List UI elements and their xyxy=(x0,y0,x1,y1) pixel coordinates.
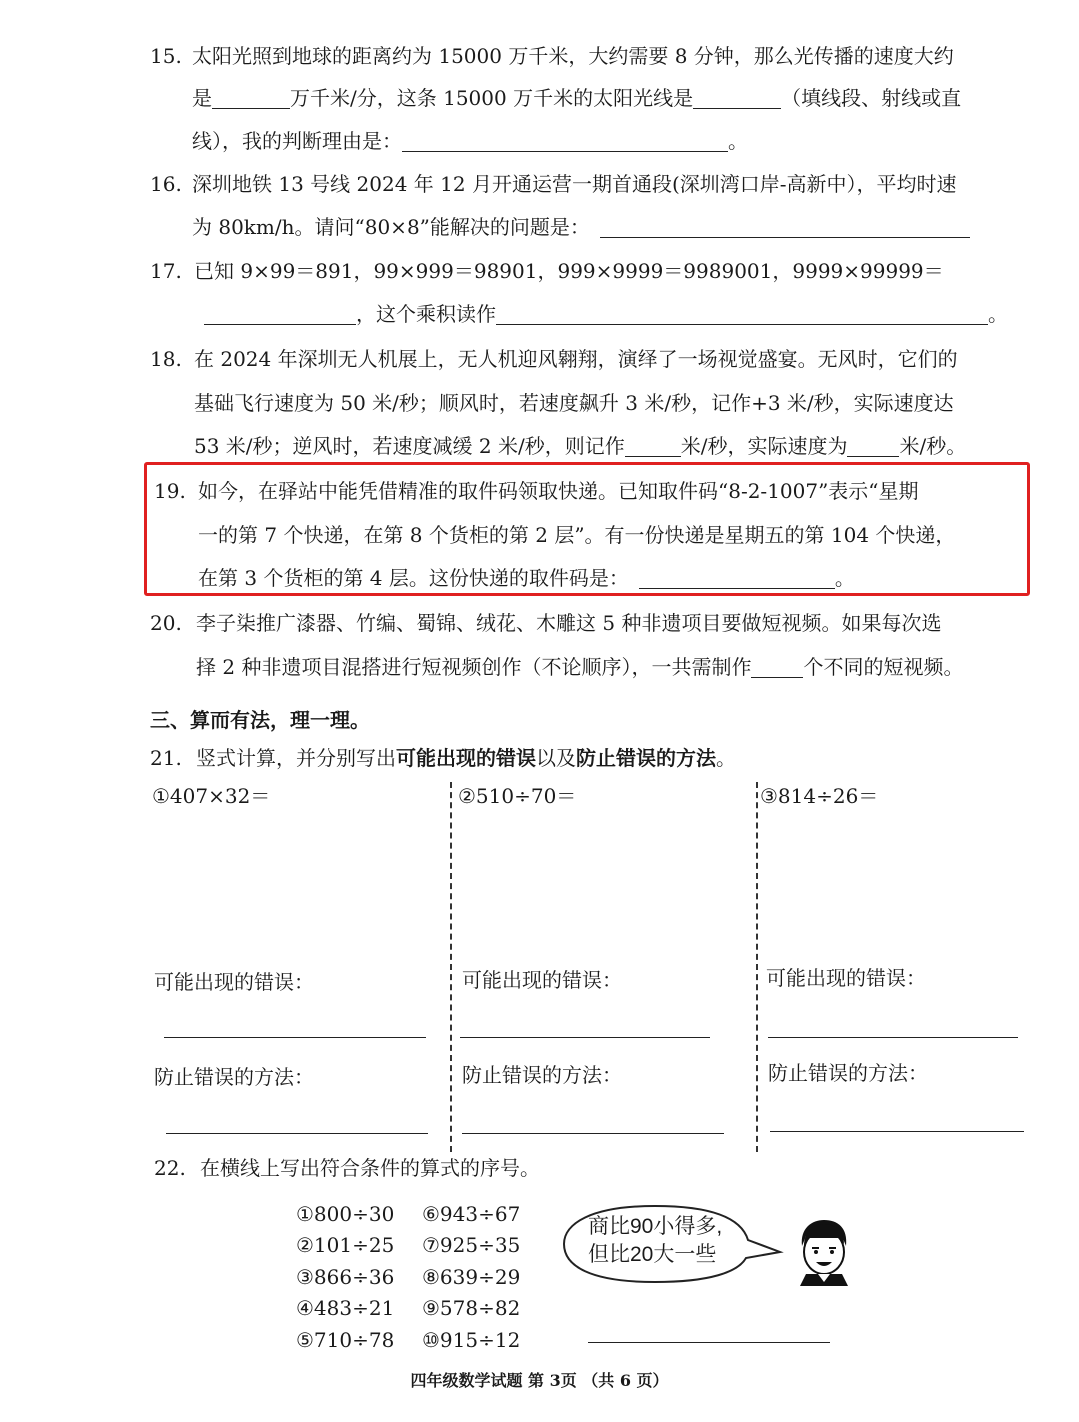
q20-number: 20. xyxy=(150,611,182,635)
q21-divider-1 xyxy=(450,782,452,1152)
q19-text-3a: 在第 3 个货柜的第 4 层。这份快递的取件码是： xyxy=(198,566,629,590)
q15-number: 15. xyxy=(150,44,182,68)
q19-number: 19. xyxy=(154,479,186,503)
q21-fix-line-1[interactable] xyxy=(166,1133,428,1134)
q19-text-3b: 。 xyxy=(834,566,855,590)
q15-text-3b: 。 xyxy=(728,129,748,153)
q16-line1 xyxy=(150,170,957,198)
q17-blank-product[interactable] xyxy=(204,304,356,325)
q21-fix-label-3: 防止错误的方法： xyxy=(768,1061,928,1085)
bubble-text-2: 但比20大一些 xyxy=(588,1243,717,1266)
q18-number: 18. xyxy=(150,347,182,371)
q16-text-2: 为 80km/h。请问“80×8”能解决的问题是： xyxy=(192,215,590,239)
q17-text-2b: 。 xyxy=(988,302,1008,326)
q18-blank-notation[interactable] xyxy=(625,436,681,457)
q21-title xyxy=(150,744,736,772)
q15-text-1: 太阳光照到地球的距离约为 15000 万千米，大约需要 8 分钟，那么光传播的速度大约 xyxy=(192,44,954,68)
q20-blank-count[interactable] xyxy=(751,657,803,678)
q22-option-3: ③866÷36 xyxy=(296,1265,395,1289)
q15-blank-reason[interactable] xyxy=(402,131,728,152)
q22-option-10: ⑩915÷12 xyxy=(422,1328,521,1352)
q17-number: 17. xyxy=(150,259,182,283)
q21-title-c: 以及 xyxy=(536,746,576,770)
q21-expr-1: ①407×32＝ xyxy=(152,784,271,808)
q22-option-2: ②101÷25 xyxy=(296,1233,395,1257)
q15-blank-shape[interactable] xyxy=(693,88,781,109)
q16-text-1: 深圳地铁 13 号线 2024 年 12 月开通运营一期首通段(深圳湾口岸-高新中），平均时速 xyxy=(192,172,957,196)
q18-text-2: 基础飞行速度为 50 米/秒；顺风时，若速度飙升 3 米/秒，记作+3 米/秒，实际速度达 xyxy=(194,391,954,415)
q16-line2 xyxy=(192,213,970,241)
q21-expr-3: ③814÷26＝ xyxy=(760,784,879,808)
q17-blank-reading[interactable] xyxy=(496,304,988,325)
q17-line1 xyxy=(150,257,944,285)
q18-blank-speed[interactable] xyxy=(847,436,899,457)
q15-line1 xyxy=(150,42,954,70)
q22-title-text: 在横线上写出符合条件的算式的序号。 xyxy=(200,1156,540,1180)
q17-line2 xyxy=(204,300,1008,328)
section3-title: 三、算而有法，理一理。 xyxy=(150,708,370,732)
bubble-text-1: 商比90小得多, xyxy=(588,1215,723,1238)
q21-err-line-1[interactable] xyxy=(164,1037,426,1038)
page-footer: 四年级数学试题 第 3页 （共 6 页） xyxy=(410,1371,669,1390)
q18-text-3c: 米/秒。 xyxy=(899,434,967,458)
q16-blank-answer[interactable] xyxy=(600,217,970,238)
q18-line1 xyxy=(150,345,958,373)
q17-text-2a: ，这个乘积读作 xyxy=(356,302,496,326)
q21-fix-line-2[interactable] xyxy=(462,1133,724,1134)
q15-text-2c: （填线段、射线或直 xyxy=(781,86,962,110)
q22-option-4: ④483÷21 xyxy=(296,1296,395,1320)
q15-text-2b: 万千米/分，这条 15000 万千米的太阳光线是 xyxy=(290,86,694,110)
q19-line2 xyxy=(198,521,955,549)
q21-err-label-1: 可能出现的错误： xyxy=(154,970,314,994)
q22-answer-line[interactable] xyxy=(588,1342,830,1343)
q19-blank-code[interactable] xyxy=(639,568,835,589)
q18-text-3b: 米/秒，实际速度为 xyxy=(680,434,848,458)
q18-line3 xyxy=(194,432,966,460)
q21-fix-label-2: 防止错误的方法： xyxy=(462,1063,622,1087)
q19-line1 xyxy=(154,477,919,505)
q15-text-3a: 线），我的判断理由是： xyxy=(192,129,402,153)
q21-divider-2 xyxy=(756,782,758,1152)
q19-text-1: 如今，在驿站中能凭借精准的取件码领取快递。已知取件码“8-2-1007”表示“星期 xyxy=(198,479,919,503)
q21-err-label-2: 可能出现的错误： xyxy=(462,968,622,992)
q16-number: 16. xyxy=(150,172,182,196)
q15-blank-speed[interactable] xyxy=(212,88,290,109)
q18-text-3a: 53 米/秒；逆风时，若速度减缓 2 米/秒，则记作 xyxy=(194,434,625,458)
q21-err-line-2[interactable] xyxy=(460,1037,710,1038)
q19-line3 xyxy=(198,564,855,592)
q20-text-1: 李子柒推广漆器、竹编、蜀锦、绒花、木雕这 5 种非遗项目要做短视频。如果每次选 xyxy=(196,611,942,635)
q15-line3 xyxy=(192,127,748,155)
q22-option-1: ①800÷30 xyxy=(296,1202,395,1226)
q21-err-line-3[interactable] xyxy=(768,1037,1018,1038)
q20-line2 xyxy=(196,653,963,681)
q18-text-1: 在 2024 年深圳无人机展上，无人机迎风翱翔，演绎了一场视觉盛宴。无风时，它们的 xyxy=(194,347,958,371)
q21-fix-line-3[interactable] xyxy=(770,1131,1024,1132)
q22-option-8: ⑧639÷29 xyxy=(422,1265,521,1289)
q21-title-a: 竖式计算，并分别写出 xyxy=(196,746,396,770)
q20-text-2b: 个不同的短视频。 xyxy=(803,655,964,679)
q22-option-6: ⑥943÷67 xyxy=(422,1202,521,1226)
q21-expr-2: ②510÷70＝ xyxy=(458,784,577,808)
q22-option-9: ⑨578÷82 xyxy=(422,1296,521,1320)
q19-text-2: 一的第 7 个快递，在第 8 个货柜的第 2 层”。有一份快递是星期五的第 104 个快递， xyxy=(198,523,956,547)
q20-text-2a: 择 2 种非遗项目混搭进行短视频创作（不论顺序），一共需制作 xyxy=(196,655,752,679)
q22-number: 22. xyxy=(154,1156,186,1180)
q18-line2 xyxy=(194,389,954,417)
q21-err-label-3: 可能出现的错误： xyxy=(766,966,926,990)
q15-text-2a: 是 xyxy=(192,86,212,110)
q22-title xyxy=(154,1154,540,1182)
q21-title-e: 。 xyxy=(716,746,736,770)
boy-face-icon xyxy=(796,1218,852,1288)
q22-option-5: ⑤710÷78 xyxy=(296,1328,395,1352)
q15-line2 xyxy=(192,84,961,112)
q22-option-7: ⑦925÷35 xyxy=(422,1233,521,1257)
q21-number: 21. xyxy=(150,746,182,770)
q21-title-d: 防止错误的方法 xyxy=(576,746,716,770)
q21-fix-label-1: 防止错误的方法： xyxy=(154,1065,314,1089)
q20-line1 xyxy=(150,609,941,637)
q17-text-1: 已知 9×99＝891，99×999＝98901，999×9999＝9989001，9999×99999＝ xyxy=(194,259,944,283)
q21-title-b: 可能出现的错误 xyxy=(396,746,536,770)
